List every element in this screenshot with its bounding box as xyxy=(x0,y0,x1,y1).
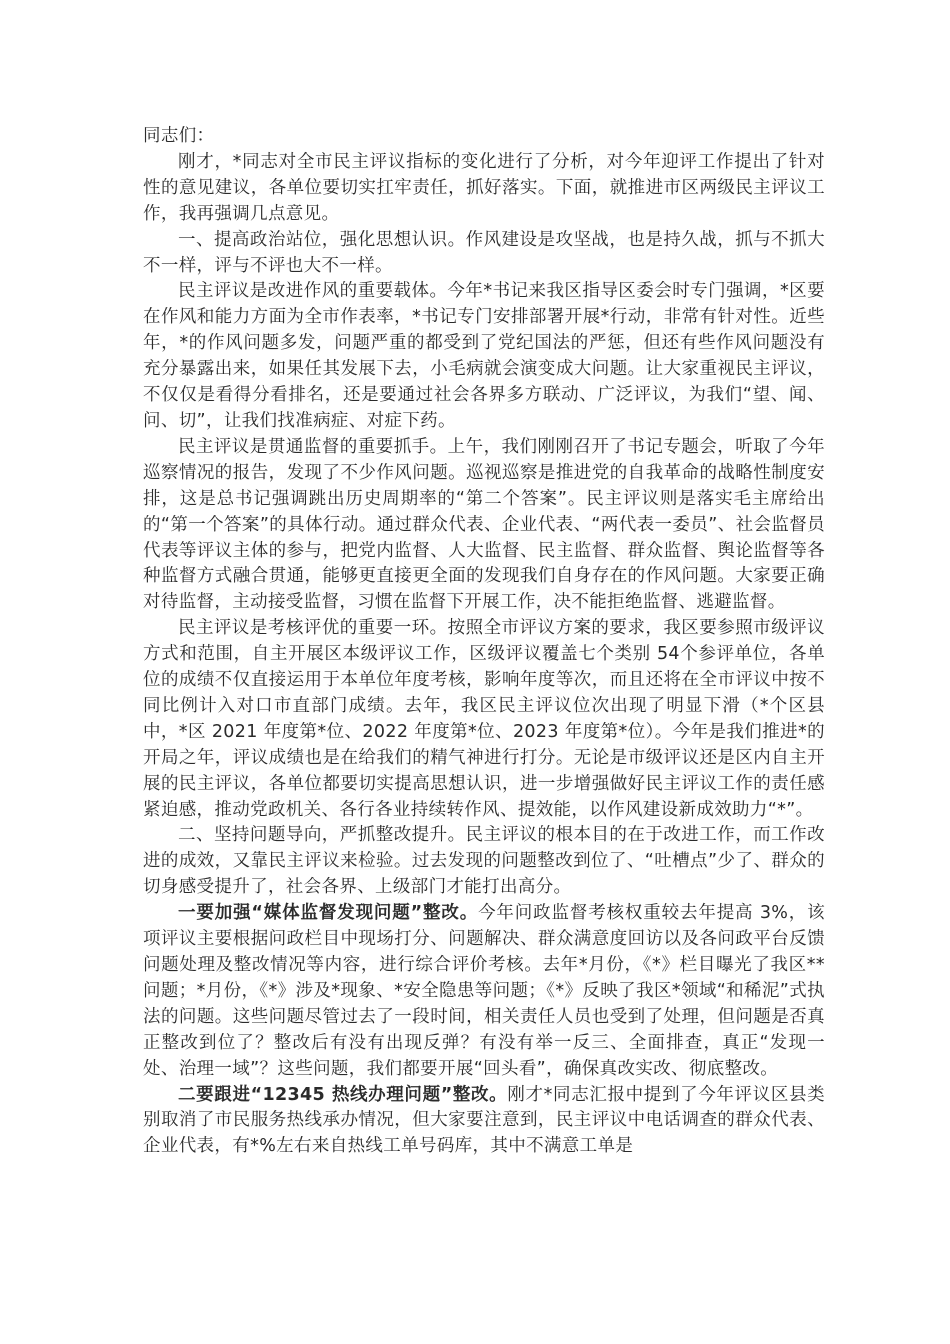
paragraph-hotline xyxy=(143,1083,825,1161)
paragraph-media-supervision xyxy=(143,901,825,1082)
salutation: 同志们： xyxy=(143,126,215,146)
paragraph-section-two-heading: 二、坚持问题导向，严抓整改提升。民主评议的根本目的在于改进工作，而工作改进的成效，又靠民主评议来检验。过去发现的问题整改到位了、“吐槽点”少了、群众的切身感受提升了，社会各界、上级部门才能打出高分。 xyxy=(143,825,825,898)
paragraph-lead: 二要跟进“12345 热线办理问题”整改。 xyxy=(178,1084,508,1105)
paragraph-intro: 刚才，*同志对全市民主评议指标的变化进行了分析，对今年迎评工作提出了针对性的意见建议，各单位要切实扛牢责任，抓好落实。下面，就推进市区两级民主评议工作，我再强调几点意见。 xyxy=(143,151,825,224)
paragraph-body: 今年问政监督考核权重较去年提高 3%，该项评议主要根据问政栏目中现场打分、问题解决、群众满意度回访以及各问政平台反馈问题处理及整改情况等内容，进行综合评价考核。去年*月份，《*》栏目曝光了我区**问题；*月份，《*》涉及*现象、*安全隐患等问题；《*》反映了我区*领域“和稀泥”式执法的问题。这些问题尽管过去了一段时间，相关责任人员也受到了处理，但问题是否真正整改到位了？整改后有没有出现反弹？有没有举一反三、全面排查，真正“发现一处、治理一域”？这些问题，我们都要开展“回头看”，确保真改实改、彻底整改。 xyxy=(143,903,825,1079)
paragraph-supervision: 民主评议是贯通监督的重要抓手。上午，我们刚刚召开了书记专题会，听取了今年巡察情况的报告，发现了不少作风问题。巡视巡察是推进党的自我革命的战略性制度安排，这是总书记强调跳出历史周期率的“第二个答案”。民主评议则是落实毛主席给出的“第一个答案”的具体行动。通过群众代表、企业代表、“两代表一委员”、社会监督员代表等评议主体的参与，把党内监督、人大监督、民主监督、群众监督、舆论监督等各种监督方式融合贯通，能够更直接更全面的发现我们自身存在的作风问题。大家要正确对待监督，主动接受监督，习惯在监督下开展工作，决不能拒绝监督、逃避监督。 xyxy=(143,436,825,613)
paragraph-lead: 一要加强“媒体监督发现问题”整改。 xyxy=(178,903,479,924)
paragraph-assessment: 民主评议是考核评优的重要一环。按照全市评议方案的要求，我区要参照市级评议方式和范围，自主开展区本级评议工作，区级评议覆盖七个类别 54个参评单位，各单位的成绩不仅直接运用于本单位年度考核，影响年度等次，而且还将在全市评议中按不同比例计入对口市直部门成绩。去年，我区民主评议位次出现了明显下滑（*个区县中，*区 2021 年度第*位、2022 年度第*位、2023 年度第*位）。今年是我们推进*的开局之年，评议成绩也是在给我们的精气神进行打分。无论是市级评议还是区内自主开展的民主评议，各单位都要切实提高思想认识，进一步增强做好民主评议工作的责任感紧迫感，推动党政机关、各行各业持续转作风、提效能，以作风建设新成效助力“*”。 xyxy=(143,618,825,820)
paragraph-section-one-heading: 一、提高政治站位，强化思想认识。作风建设是攻坚战，也是持久战，抓与不抓大不一样，评与不评也大不一样。 xyxy=(143,229,825,276)
document-body xyxy=(143,124,825,1160)
paragraph-body: 刚才*同志汇报中提到了今年评议区县类别取消了市民服务热线承办情况，但大家要注意到，民主评议中电话调查的群众代表、企业代表，有*%左右来自热线工单号码库，其中不满意工单是 xyxy=(143,1084,825,1157)
paragraph-style-carrier: 民主评议是改进作风的重要载体。今年*书记来我区指导区委会时专门强调，*区要在作风和能力方面为全市作表率，*书记专门安排部署开展*行动，非常有针对性。近些年，*的作风问题多发，问题严重的都受到了党纪国法的严惩，但还有些作风问题没有充分暴露出来，如果任其发展下去，小毛病就会演变成大问题。让大家重视民主评议，不仅仅是看得分看排名，还是要通过社会各界多方联动、广泛评议，为我们“望、闻、问、切”，让我们找准病症、对症下药。 xyxy=(143,281,825,431)
